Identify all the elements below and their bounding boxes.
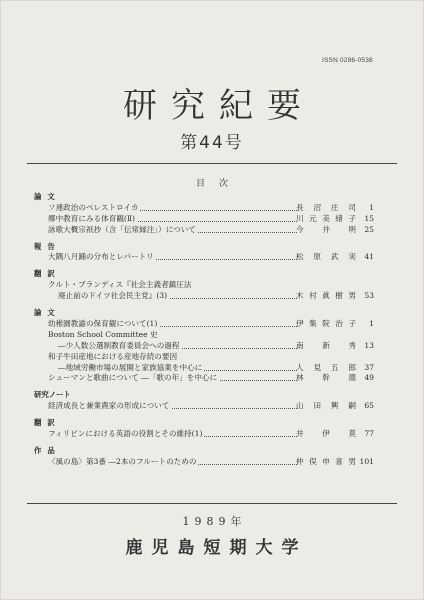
toc-entry[interactable] xyxy=(34,252,374,263)
entry-title: 〈風の島〉第3番 ―2本のフルートのための xyxy=(48,456,197,466)
section-heading: 論文 xyxy=(34,308,61,318)
bottom-rule xyxy=(27,503,397,504)
entry-title: ソ連政治のペレストロイカ xyxy=(48,202,139,212)
entry-page: 25 xyxy=(364,224,374,234)
entry-author: 長 沼 庄 司 xyxy=(296,202,356,212)
section-heading: 翻訳 xyxy=(34,269,61,279)
entry-title-wrap xyxy=(48,203,297,214)
entry-page: 13 xyxy=(364,340,374,350)
entry-title: 大隅八月踊の分布とレパートリ xyxy=(48,252,154,262)
entry-title: 廃止前のドイツ社会民主党』(3) xyxy=(58,291,168,301)
section-heading: 報告 xyxy=(34,241,61,251)
entry-author: 南 新 秀 xyxy=(296,340,356,350)
toc-entry[interactable] xyxy=(34,373,374,384)
entry-author: 林 幹 德 xyxy=(296,373,356,383)
publisher-name: 鹿児島短期大学 xyxy=(125,538,308,558)
entry-title: ―地域労働市場の展開と家族協業を中心に xyxy=(58,362,203,372)
toc-entry[interactable] xyxy=(34,429,374,440)
toc-entry[interactable] xyxy=(34,457,374,468)
entry-title-wrap xyxy=(48,280,297,291)
entry-title: シューマンと歌曲について ―「歌の年」を中心に xyxy=(48,373,218,383)
entry-page: 77 xyxy=(364,429,374,439)
entry-title: フィリピンにおける英語の役割とその維持(1) xyxy=(48,429,203,439)
entry-title-wrap xyxy=(58,291,297,302)
entry-title-wrap xyxy=(48,252,297,263)
entry-title: 詠歌大概宗祇抄（含「伝常縁注」）について xyxy=(48,224,196,234)
entry-title-wrap xyxy=(48,225,297,236)
entry-page: 101 xyxy=(359,456,374,466)
entry-title-wrap xyxy=(58,341,297,352)
entry-page: 65 xyxy=(364,401,374,411)
entry-author: 木 村 眞 樹 男 xyxy=(296,291,356,301)
toc-entry[interactable] xyxy=(34,214,374,225)
toc-entry[interactable] xyxy=(34,319,374,330)
entry-page: 37 xyxy=(364,362,374,372)
entry-title-wrap xyxy=(48,457,297,468)
entry-title-wrap xyxy=(48,319,297,330)
entry-author: 山 田 興 嗣 xyxy=(296,401,356,411)
entry-author: 井 伊 莫 xyxy=(296,429,356,439)
entry-title: 幼稚園教諭の保育観について(1) xyxy=(48,318,158,328)
entry-author: 伊 集 院 治 子 xyxy=(296,318,356,328)
entry-title: クルト・ブランディス『社会主義者鎮圧法 xyxy=(48,280,192,290)
entry-title-wrap xyxy=(48,373,297,384)
entry-author: 仲 俣 申 喜 男 xyxy=(296,456,356,466)
top-rule xyxy=(27,163,397,164)
volume-number: 第44号 xyxy=(180,133,244,153)
toc-entry[interactable] xyxy=(34,225,374,236)
section-heading: 研究ノート xyxy=(34,390,71,400)
entry-title: 郷中教育にみる体育観(Ⅱ) xyxy=(48,213,136,223)
entry-title: 和子牛田産地における産地存続の要因 xyxy=(48,351,178,361)
entry-page: 1 xyxy=(369,202,374,212)
toc-entry[interactable] xyxy=(34,291,374,302)
entry-title-wrap xyxy=(48,330,297,341)
entry-title-wrap xyxy=(48,401,297,412)
entry-title: ―少人数公選制教育委員会への過程 xyxy=(58,340,180,350)
entry-author: 松 原 武 実 xyxy=(296,252,356,262)
entry-title-wrap xyxy=(48,214,297,225)
journal-title: 研究紀要 xyxy=(123,86,315,126)
toc-heading: 目次 xyxy=(195,179,242,189)
entry-author: 今 井 明 xyxy=(296,224,356,234)
toc-entry[interactable] xyxy=(34,203,374,214)
entry-page: 49 xyxy=(364,373,374,383)
entry-title: 経済成長と兼業農家の形成について xyxy=(48,401,170,411)
toc-entry[interactable] xyxy=(34,363,374,374)
publication-year: 1989年 xyxy=(182,515,247,528)
entry-title: Boston School Committee 史 xyxy=(48,329,158,339)
entry-author: 人 見 五 郎 xyxy=(296,362,356,372)
toc-entry[interactable] xyxy=(34,352,374,363)
entry-page: 41 xyxy=(364,252,374,262)
section-heading: 翻訳 xyxy=(34,418,61,428)
entry-author: 川 元 美 緒 子 xyxy=(296,213,356,223)
table-of-contents xyxy=(34,191,374,468)
toc-entry[interactable] xyxy=(34,280,374,291)
entry-page: 53 xyxy=(364,291,374,301)
issn-number: ISSN 0286-0538 xyxy=(322,57,373,64)
entry-page: 1 xyxy=(369,318,374,328)
section-heading: 論文 xyxy=(34,192,61,201)
entry-title-wrap xyxy=(58,363,297,374)
section-heading: 作品 xyxy=(34,445,61,455)
entry-title-wrap xyxy=(48,429,297,440)
toc-entry[interactable] xyxy=(34,330,374,341)
entry-page: 15 xyxy=(364,213,374,223)
entry-title-wrap xyxy=(48,352,297,363)
toc-entry[interactable] xyxy=(34,401,374,412)
toc-entry[interactable] xyxy=(34,341,374,352)
